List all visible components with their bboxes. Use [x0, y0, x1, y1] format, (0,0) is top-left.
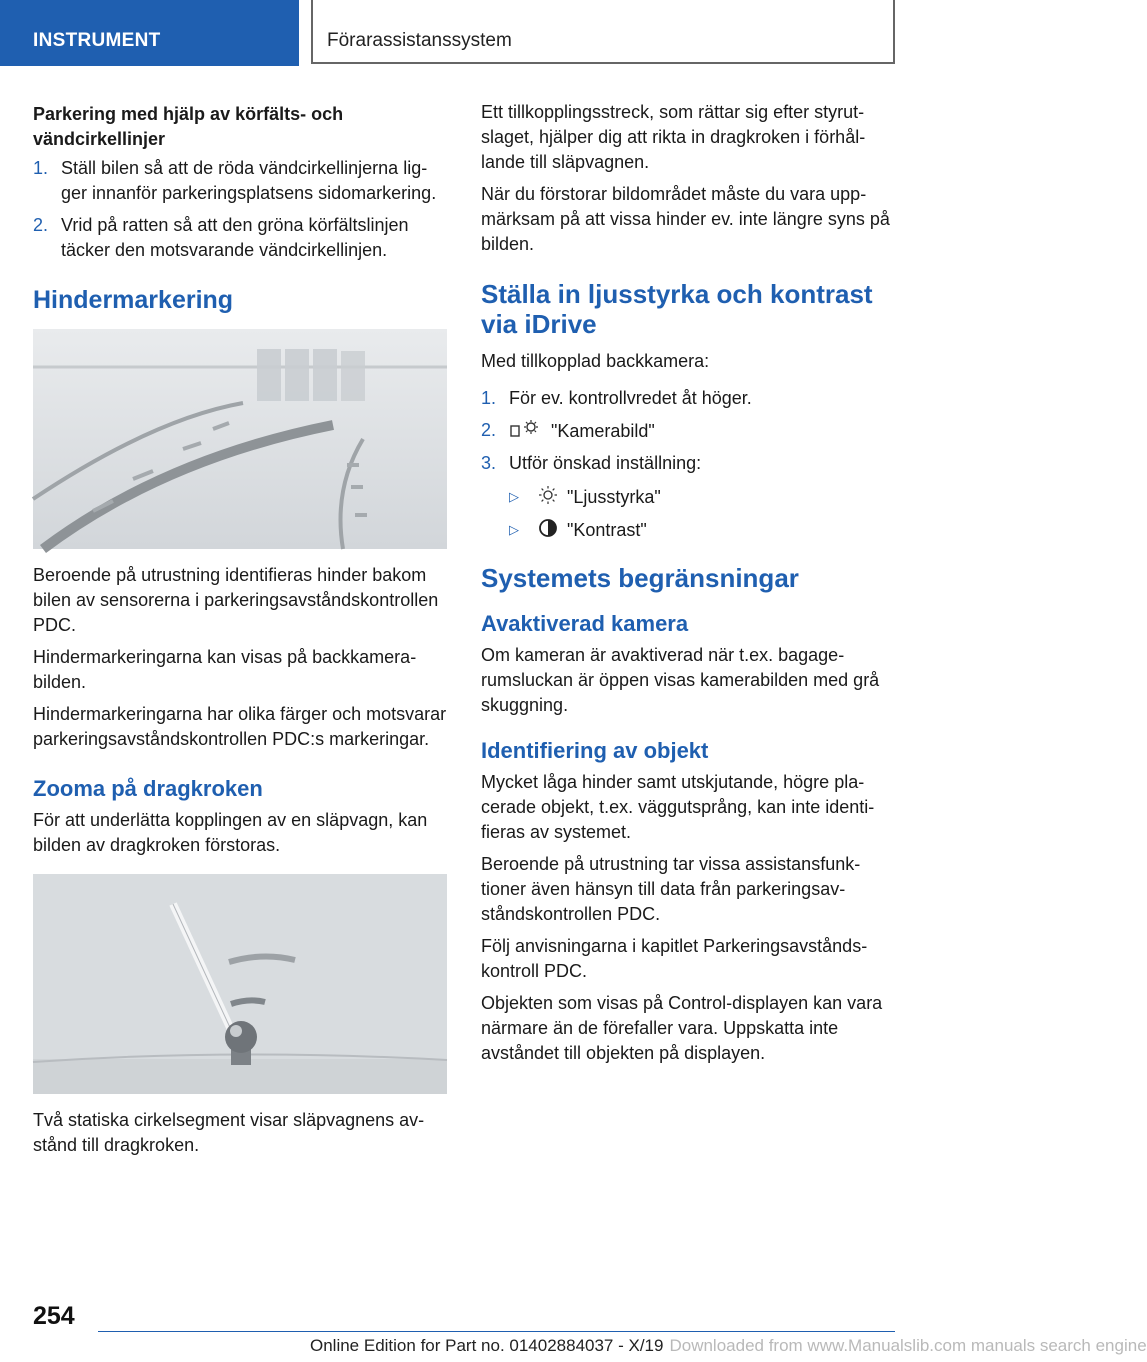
page-number: 254: [33, 1302, 75, 1330]
deactivated-heading: Avaktiverad kamera: [481, 611, 689, 636]
list-item: [509, 517, 895, 543]
step-number: 3.: [481, 453, 497, 473]
brightness-intro: Med tillkopplad backkamera:: [481, 351, 710, 371]
zoom-paragraph: För att underlätta kopplingen av en släpvagn, kan bilden av dragkroken förstoras.: [33, 810, 428, 855]
obstacle-paragraph-2: Hindermarkeringarna kan visas på backkamerabilden.: [33, 647, 417, 692]
list-item: [481, 386, 895, 411]
step-text: Vrid på ratten så att den gröna körfältslinjen täcker den motsvarande vändcirkellinjen.: [61, 215, 409, 260]
identify-heading: Identifiering av objekt: [481, 738, 709, 763]
obstacle-paragraph-1: Beroende på utrustning identifieras hinder bakom bilen av sensorerna i parkeringsavståndskontrollen PDC.: [33, 565, 439, 635]
right-column: [481, 100, 895, 1073]
coupling-paragraph-1: Ett tillkopplingsstreck, som rättar sig efter styrutslaget, hjälper dig att rikta in dragkroken i förhållande till släpvagnen.: [481, 102, 866, 172]
watermark-text: Downloaded from www.Manualslib.com manuals search engine: [669, 1336, 1147, 1355]
list-item: [481, 451, 895, 476]
step-text: För ev. kontrollvredet åt höger.: [509, 388, 752, 408]
deactivated-paragraph: Om kameran är avaktiverad när t.ex. bagagerumsluckan är öppen visas kamerabilden med grå skuggning.: [481, 645, 880, 715]
identify-paragraph-3: Följ anvisningarna i kapitlet Parkeringsavståndskontroll PDC.: [481, 936, 868, 981]
bullet-icon: ▷: [509, 522, 519, 537]
obstacle-marking-figure: [33, 329, 447, 549]
step-number: 2.: [33, 215, 49, 235]
list-item: [481, 418, 895, 444]
zoom-heading: Zooma på dragkroken: [33, 776, 263, 801]
camera-settings-icon: [509, 418, 543, 440]
identify-paragraph-1: Mycket låga hinder samt utskjutande, högre placerade objekt, t.ex. väggutsprång, kan inte identifieras av systemet.: [481, 772, 875, 842]
zoom-caption: Två statiska cirkelsegment visar släpvagnens avstånd till dragkroken.: [33, 1110, 425, 1155]
parking-heading: Parkering med hjälp av körfälts- och vändcirkellinjer: [33, 104, 344, 149]
contrast-icon: [537, 517, 559, 539]
option-text: "Ljusstyrka": [567, 487, 661, 507]
edition-text: Online Edition for Part no. 01402884037 - X/19: [310, 1336, 664, 1355]
obstacle-heading: Hindermarkering: [33, 286, 234, 314]
coupling-paragraph-2: När du förstorar bildområdet måste du vara uppmärksam på att vissa hinder ev. inte längre syns på bilden.: [481, 184, 890, 254]
limits-heading: Systemets begränsningar: [481, 563, 799, 593]
header-chapter: Förarassistanssystem: [311, 0, 895, 64]
header-section: INSTRUMENT: [0, 0, 299, 66]
step-number: 1.: [33, 158, 49, 178]
footer-divider: [98, 1331, 895, 1332]
left-column: [33, 100, 447, 1165]
parking-steps: [33, 156, 447, 263]
footer-edition: [310, 1336, 1147, 1356]
option-text: "Kontrast": [567, 520, 647, 540]
identify-paragraph-2: Beroende på utrustning tar vissa assistansfunktioner även hänsyn till data från parkeringsavståndskontrollen PDC.: [481, 854, 861, 924]
step-text: Utför önskad inställning:: [509, 453, 702, 473]
step-number: 2.: [481, 420, 497, 440]
step-number: 1.: [481, 388, 497, 408]
brightness-steps: [481, 386, 895, 476]
adjust-options: [481, 484, 895, 543]
trailer-hitch-figure: [33, 874, 447, 1094]
step-text: "Kamerabild": [551, 421, 655, 441]
bullet-icon: ▷: [509, 489, 519, 504]
obstacle-paragraph-3: Hindermarkeringarna har olika färger och motsvarar parkeringsavståndskontrollen PDC:s markeringar.: [33, 704, 447, 749]
list-item: [33, 156, 447, 206]
list-item: [509, 484, 895, 510]
brightness-icon: [537, 484, 559, 506]
identify-paragraph-4: Objekten som visas på Control-displayen kan vara närmare än de förefaller vara. Uppskatta inte avståndet till objekten på displayen.: [481, 993, 883, 1063]
brightness-heading: Ställa in ljusstyrka och kontrast via iDrive: [481, 279, 873, 339]
step-text: Ställ bilen så att de röda vändcirkellinjerna ligger innanför parkeringsplatsens sidomarkering.: [61, 158, 437, 203]
list-item: [33, 213, 447, 263]
